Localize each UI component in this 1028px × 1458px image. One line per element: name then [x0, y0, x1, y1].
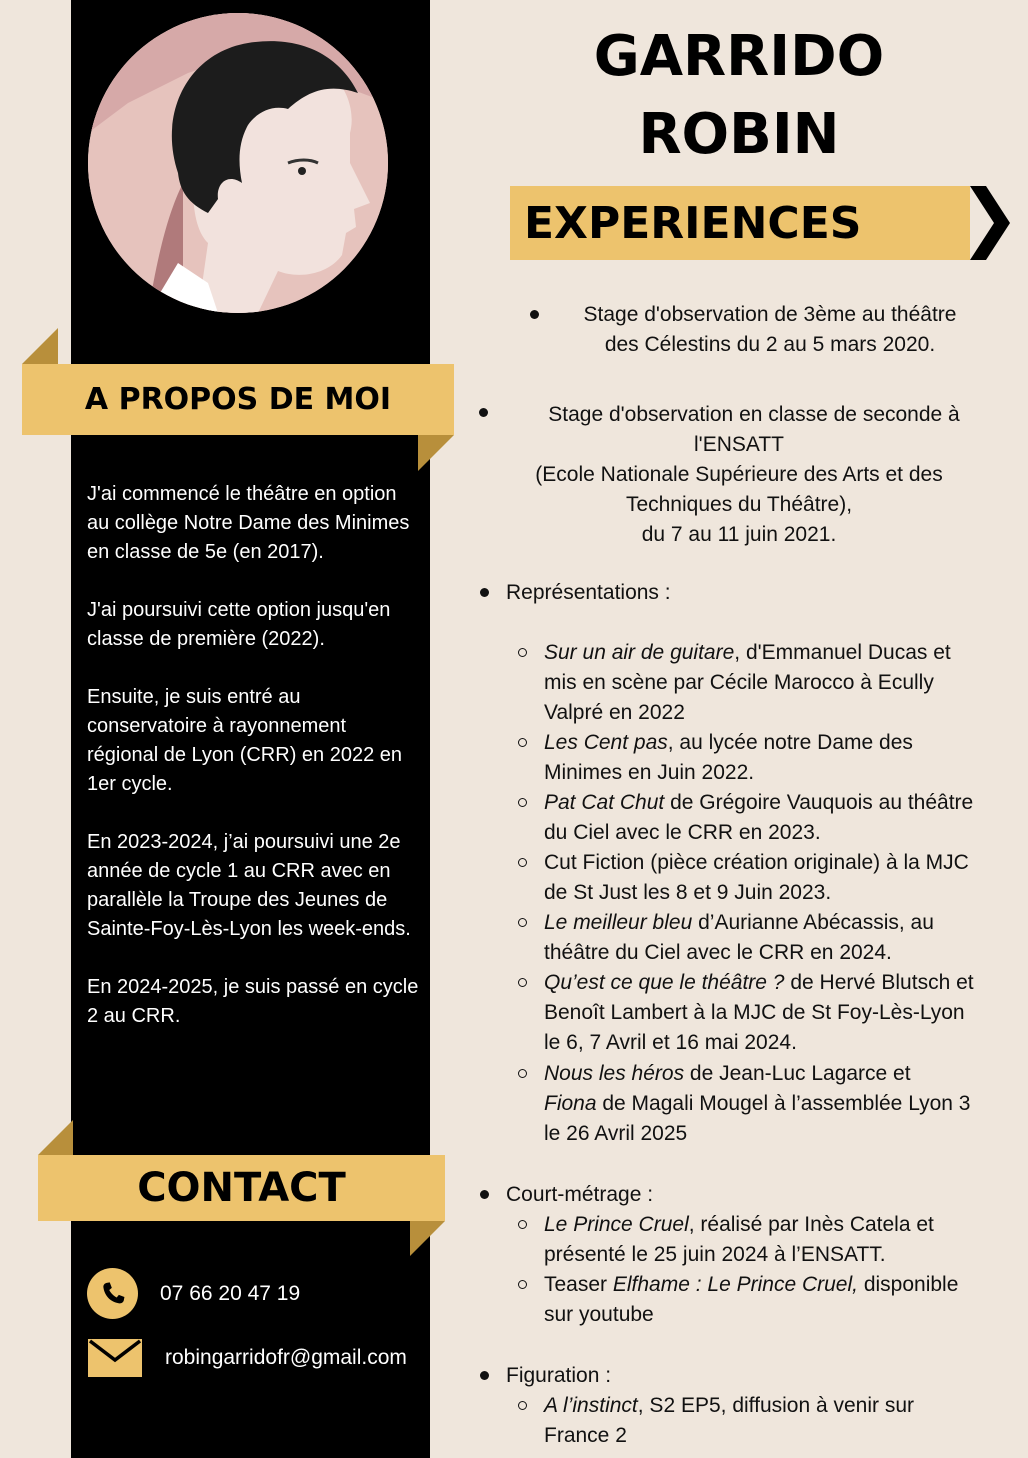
about-paragraph: Ensuite, je suis entré au conservatoire à rayonnement régional de Lyon (CRR) en 2022 en 1er cycle.: [87, 686, 403, 795]
experience-line: Techniques du Théâtre),: [625, 493, 853, 516]
ribbon-fold: [410, 1221, 445, 1256]
sub-bullet-icon: [518, 738, 527, 747]
about-section-title: A PROPOS DE MOI: [22, 364, 454, 435]
figuration-item: A l’instinct, S2 EP5, diffusion à venir sur France 2: [544, 1394, 915, 1447]
portrait-illustration: [88, 13, 388, 313]
about-paragraph: J'ai commencé le théâtre en option au collège Notre Dame des Minimes en classe de 5e (en 2017).: [87, 483, 410, 563]
sub-bullet-icon: [518, 1069, 527, 1078]
court-metrage-item: Le Prince Cruel, réalisé par Inès Catela et présenté le 25 juin 2024 à l’ENSATT.: [544, 1213, 934, 1266]
court-metrage-item: Teaser Elfhame : Le Prince Cruel, disponible sur youtube: [544, 1273, 959, 1326]
representation-item: Le meilleur bleu d’Aurianne Abécassis, au théâtre du Ciel avec le CRR en 2024.: [544, 911, 934, 964]
ribbon-fold: [418, 435, 454, 471]
experience-line: (Ecole Nationale Supérieure des Arts et des: [535, 463, 943, 486]
sub-bullet-icon: [518, 798, 527, 807]
figuration-label: Figuration :: [506, 1364, 612, 1387]
representation-item: Nous les héros de Jean-Luc Lagarce et Fiona de Magali Mougel à l’assemblée Lyon 3 le 26 Avril 2025: [544, 1062, 971, 1145]
bullet-icon: [480, 588, 489, 597]
bullet-icon: [479, 408, 488, 417]
last-name: GARRIDO: [593, 24, 885, 89]
sub-bullet-icon: [518, 1280, 527, 1289]
phone-icon: [87, 1268, 138, 1319]
sub-bullet-icon: [518, 978, 527, 987]
experience-line: des Célestins du 2 au 5 mars 2020.: [604, 333, 936, 356]
person-name: [510, 18, 968, 174]
phone-contact[interactable]: [87, 1268, 300, 1319]
court-metrage-label: Court-métrage :: [506, 1183, 654, 1206]
about-paragraph: En 2024-2025, je suis passé en cycle 2 au CRR.: [87, 976, 419, 1027]
first-name: ROBIN: [638, 102, 840, 167]
representation-item: Pat Cat Chut de Grégoire Vauquois au théâtre du Ciel avec le CRR en 2023.: [544, 791, 974, 844]
experience-line: Stage d'observation en classe de seconde à: [548, 403, 960, 426]
representations-label: Représentations :: [506, 581, 671, 604]
about-paragraph: J'ai poursuivi cette option jusqu'en classe de première (2022).: [87, 599, 391, 650]
email-contact[interactable]: [87, 1338, 407, 1378]
bullet-icon: [530, 310, 539, 319]
experience-stage-1: [550, 300, 990, 360]
sub-bullet-icon: [518, 918, 527, 927]
sub-bullet-icon: [518, 648, 527, 657]
sub-bullet-icon: [518, 1401, 527, 1410]
contact-section-title: CONTACT: [38, 1155, 445, 1221]
representation-item: Les Cent pas, au lycée notre Dame des Minimes en Juin 2022.: [544, 731, 913, 784]
phone-number[interactable]: 07 66 20 47 19: [160, 1281, 301, 1305]
bullet-icon: [480, 1371, 489, 1380]
about-text: [87, 480, 419, 1060]
representation-item: Sur un air de guitare, d'Emmanuel Ducas et mis en scène par Cécile Marocco à Ecully Valpré en 2022: [544, 641, 951, 724]
about-paragraph: En 2023-2024, j’ai poursuivi une 2e année de cycle 1 au CRR avec en parallèle la Troupe des Jeunes de Sainte-Foy-Lès-Lyon les week-ends.: [87, 831, 411, 940]
sub-bullet-icon: [518, 858, 527, 867]
experience-line: du 7 au 11 juin 2021.: [641, 523, 837, 546]
ribbon-fold: [22, 328, 58, 364]
chevron-right-icon: [968, 186, 1012, 260]
ribbon-fold: [38, 1120, 73, 1155]
experience-line: l'ENSATT: [694, 433, 784, 456]
representation-item: Qu’est ce que le théâtre ? de Hervé Blutsch et Benoît Lambert à la MJC de St Foy-Lès-Lyon le 6, 7 Avril et 16 mai 2024.: [544, 971, 974, 1054]
experience-stage-2: [505, 400, 973, 550]
representation-item: Cut Fiction (pièce création originale) à la MJC de St Just les 8 et 9 Juin 2023.: [544, 851, 969, 904]
email-address[interactable]: robingarridofr@gmail.com: [165, 1346, 407, 1369]
mail-icon: [87, 1338, 143, 1378]
experience-line: Stage d'observation de 3ème au théâtre: [583, 303, 957, 326]
sub-bullet-icon: [518, 1220, 527, 1229]
bullet-icon: [480, 1190, 489, 1199]
profile-photo: [88, 13, 388, 313]
experiences-title: EXPERIENCES: [510, 186, 970, 260]
